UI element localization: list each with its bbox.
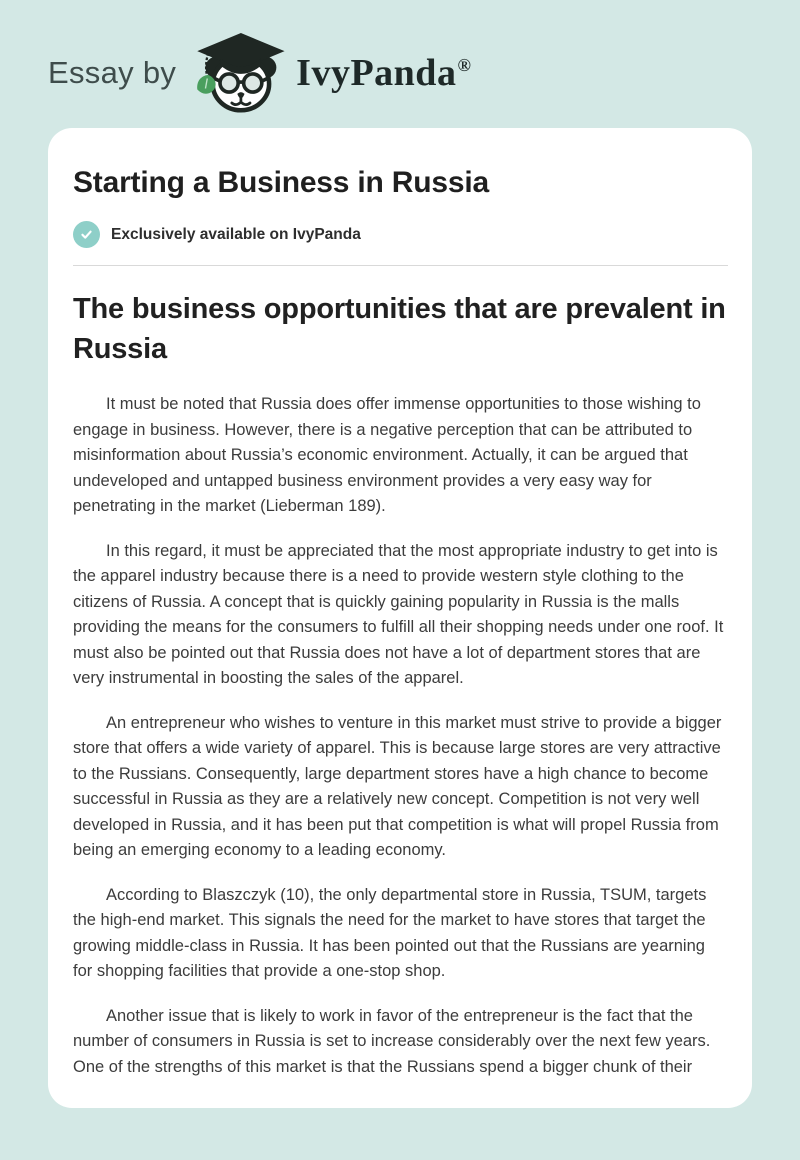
essay-card (48, 128, 752, 1108)
paragraph-4: According to Blaszczyk (10), the only departmental store in Russia, TSUM, targets the high-end market. This signals the need for the market to have stores that target the growing middle-class in Russia. It has been pointed out that the Russians are yearning for shopping facilities that provide a one-stop shop. (73, 885, 707, 980)
exclusive-badge (73, 221, 728, 248)
paragraph-2: In this regard, it must be appreciated that the most appropriate industry to get into is the apparel industry because there is a need to provide western style clothing to the citizens of Russia. A concept that is quickly gaining popularity in Russia is the malls providing the means for the consumers to fulfill all their shopping needs under one roof. It must also be pointed out that Russia does not have a lot of department stores that are very instrumental in boosting the sales of the apparel. (73, 541, 724, 687)
registered-trademark-symbol: ® (457, 55, 472, 75)
paragraph-3: An entrepreneur who wishes to venture in this market must strive to provide a bigger store that offers a wide variety of apparel. This is because large stores are very attractive to the Russians. Consequently, large department stores have a high chance to become successful in Russia as they are a relatively new concept. Competition is not very well developed in Russia, and it has been put that competition is what will propel Russia from being an emerging economy to a leading economy. (73, 713, 722, 859)
site-header (0, 0, 800, 116)
check-icon (73, 221, 100, 248)
brand-text: IvyPanda (296, 52, 457, 94)
paragraph-5: Another issue that is likely to work in favor of the entrepreneur is the fact that the number of consumers in Russia is set to increase considerably over the next few years. One of the strengths of this market is that the Russians spend a bigger chunk of their (73, 1006, 711, 1076)
divider (73, 265, 728, 266)
essay-title: Starting a Business in Russia (73, 166, 489, 199)
badge-text: Exclusively available on IvyPanda (111, 225, 361, 243)
section-heading: The business opportunities that are prevalent in Russia (73, 293, 726, 365)
paragraph-1: It must be noted that Russia does offer immense opportunities to those wishing to engage in business. However, there is a negative perception that can be attributed to misinformation about Russia’s economic environment. Actually, it can be argued that undeveloped and untapped business environment provides a very easy way for penetrating in the market (Lieberman 189). (73, 395, 701, 515)
essay-by-label: Essay by (48, 55, 177, 90)
brand-name (296, 51, 471, 95)
essay-body (73, 392, 728, 1080)
ivypanda-panda-logo-icon (190, 30, 290, 116)
